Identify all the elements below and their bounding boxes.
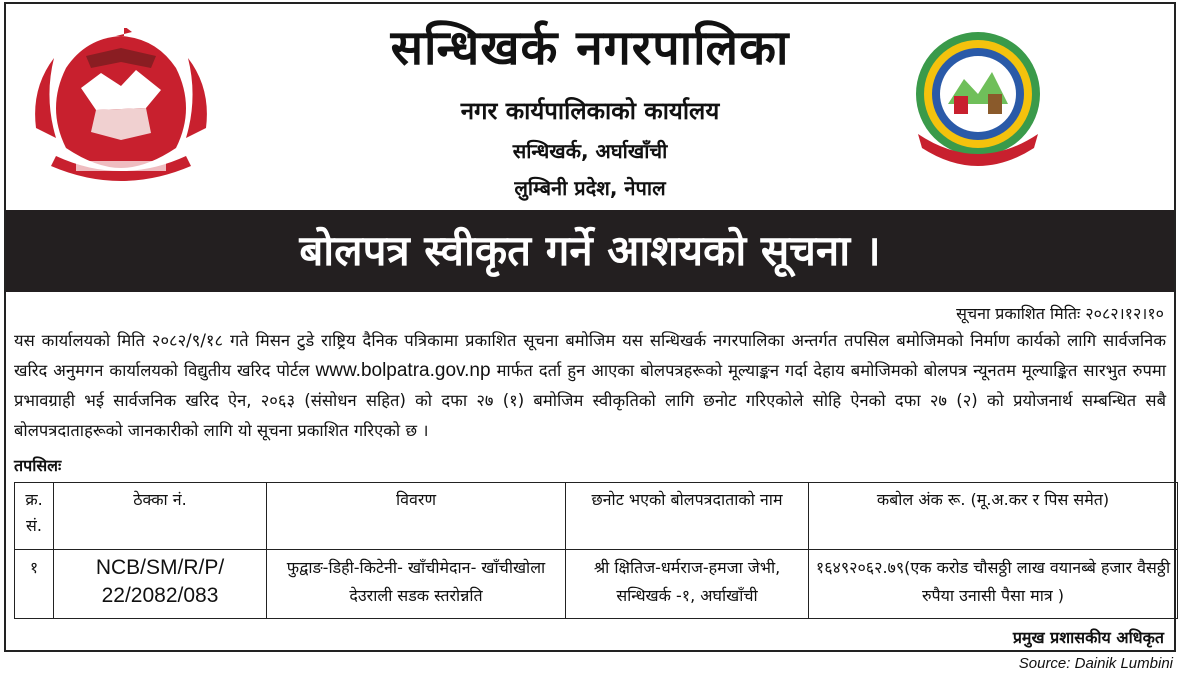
details-label: तपसिलः [14, 456, 62, 475]
header-description: विवरण [267, 483, 566, 550]
cell-bidder: श्री क्षितिज-धर्मराज-हमजा जेभी, सन्धिखर्क -१, अर्घाखाँची [566, 550, 809, 619]
sandhikharka-municipality-logo-icon [904, 24, 1052, 172]
notice-body-part2: मार्फत दर्ता हुन आएका बोलपत्रहरूको मूल्याङ्कन गर्दा देहाय बमोजिमको बोलपत्र न्यूनतम मूल्याङ्कित सारभुत रुपमा प्रभावग्राही भई सार्वजनिक खरिद ऐन, २०६३ (संसोधन सहित) को दफा २७ (१) बमोजिम स्वीकृतिको लागि छनोट गरिएकोले सोहि ऐनको दफा २७ (२) को प्रयोजनार्थ सम्बन्धित सबै बोलपत्रदाताहरूको जानकारीको लागि यो सूचना प्रकाशित गरिएको छ । [14, 361, 1166, 440]
office-province: लुम्बिनी प्रदेश, नेपाल [514, 176, 666, 200]
header-contract-no: ठेक्का नं. [54, 483, 267, 550]
municipality-title: सन्धिखर्क नगरपालिका [390, 20, 790, 76]
header-serial: क्र. सं. [15, 483, 54, 550]
header-selected-bidder: छनोट भएको बोलपत्रदाताको नाम [566, 483, 809, 550]
notice-header [6, 4, 1174, 209]
cell-serial: १ [15, 550, 54, 619]
notice-title-banner: बोलपत्र स्वीकृत गर्ने आशयको सूचना । [6, 210, 1174, 292]
bolpatra-portal-url[interactable]: www.bolpatra.gov.np [315, 360, 491, 381]
notice-frame [4, 2, 1176, 652]
cell-contract-no: NCB/SM/R/P/ 22/2082/083 [54, 550, 267, 619]
cell-description: फुद्वाङ-डिही-किटेनी- खाँचीमेदान- खाँचीखोला देउराली सडक स्तरोन्नति [267, 550, 566, 619]
notice-body-part1: यस कार्यालयको मिति २०८२/९/१८ गते मिसन टुडे राष्ट्रिय दैनिक पत्रिकामा प्रकाशित सूचना बमोजिम यस सन्धिखर्क नगरपालिका अन्तर्गत तपसिल बमोजिमको निर्माण कार्यको लागि सार्वजनिक खरिद अनुमगन कार्यालयको विद्युतीय खरिद पोर्टल [14, 331, 1166, 380]
office-location: सन्धिखर्क, अर्घाखाँची [512, 139, 668, 163]
signatory-title: प्रमुख प्रशासकीय अधिकृत [1012, 628, 1164, 647]
notice-body [14, 326, 1166, 446]
cell-amount: १६४९२०६२.७९(एक करोड चौसठ्ठी लाख वयानब्बे हजार वैसठ्ठी रुपैया उनासी पैसा मात्र ) [809, 550, 1178, 619]
table-row [15, 550, 1178, 619]
source-credit: Source: Dainik Lumbini [1018, 655, 1173, 672]
table-header-row [15, 483, 1178, 550]
header-bid-amount: कबोल अंक रू. (मू.अ.कर र पिस समेत) [809, 483, 1178, 550]
published-date: सूचना प्रकाशित मितिः २०८२।१२।१० [956, 304, 1164, 323]
tender-table [14, 482, 1178, 619]
office-name: नगर कार्यपालिकाको कार्यालय [460, 97, 720, 125]
